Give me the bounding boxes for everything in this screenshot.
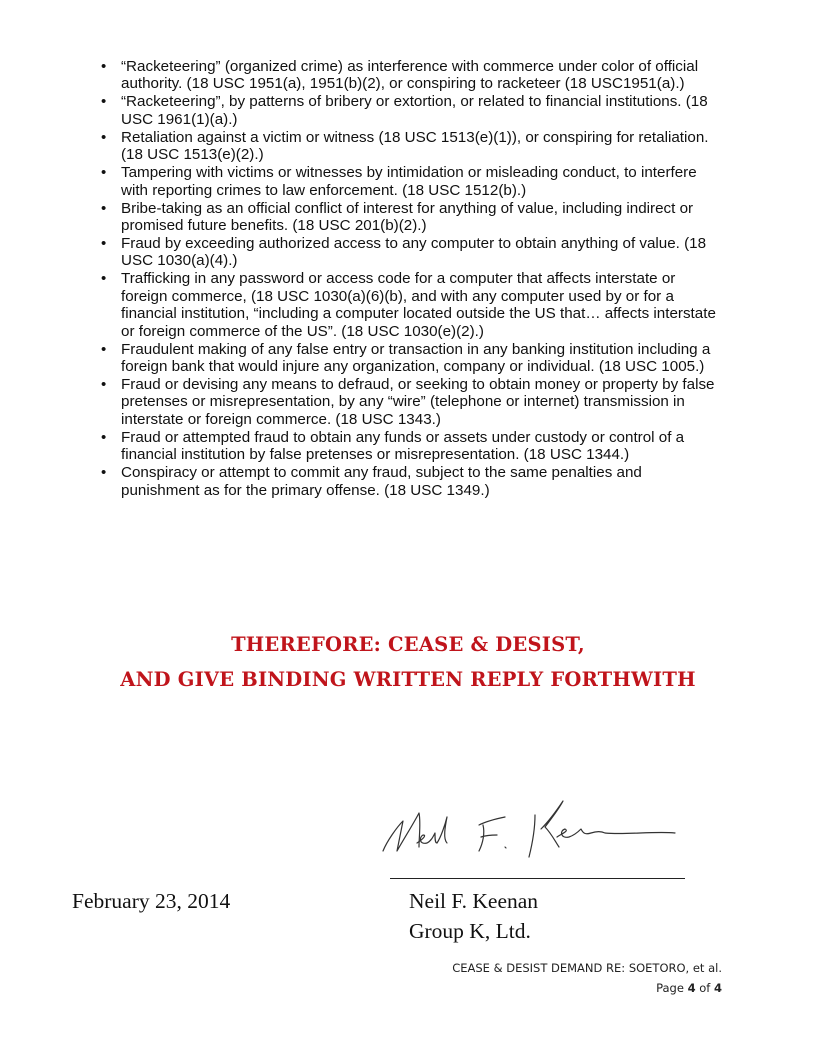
list-item: • Tampering with victims or witnesses by intimidation or misleading conduct, to interfere with reporting crimes to law enforcement. (18 USC 1512(b).) <box>101 164 721 199</box>
list-item: • Bribe-taking as an official conflict of interest for anything of value, including indirect or promised future benefits. (18 USC 201(b)(2).) <box>101 200 721 235</box>
demand-heading-line-1: THEREFORE: CEASE & DESIST, <box>231 633 585 656</box>
footer-title: CEASE & DESIST DEMAND RE: SOETORO, et al. <box>452 961 722 975</box>
list-item: • Fraudulent making of any false entry or transaction in any banking institution including a foreign bank that would injure any organization, company or individual. (18 USC 1005.) <box>101 341 721 376</box>
page-of: of <box>699 981 711 995</box>
signature-line <box>390 878 685 879</box>
page-prefix: Page <box>656 981 684 995</box>
handwritten-signature <box>375 795 725 880</box>
demand-heading-line-2: AND GIVE BINDING WRITTEN REPLY FORTHWITH <box>120 668 696 691</box>
list-item: • Retaliation against a victim or witness (18 USC 1513(e)(1)), or conspiring for retaliation. (18 USC 1513(e)(2).) <box>101 129 721 164</box>
page-current: 4 <box>687 981 696 995</box>
list-item: • “Racketeering” (organized crime) as interference with commerce under color of official authority. (18 USC 1951(a), 1951(b)(2), or conspiring to racketeer (18 USC1951(a).) <box>101 58 721 93</box>
list-item: • “Racketeering”, by patterns of bribery or extortion, or related to financial institutions. (18 USC 1961(1)(a).) <box>101 93 721 128</box>
list-item: • Fraud or attempted fraud to obtain any funds or assets under custody or control of a financial institution by false pretenses or misrepresentation. (18 USC 1344.) <box>101 429 721 464</box>
list-item: • Fraud by exceeding authorized access to any computer to obtain anything of value. (18 USC 1030(a)(4).) <box>101 235 721 270</box>
signer-name: Neil F. Keenan <box>409 889 539 913</box>
list-item: • Trafficking in any password or access code for a computer that affects interstate or foreign commerce, (18 USC 1030(a)(6)(b), and with any computer used by or for a financial institution, “including a computer located outside the US that… affects interstate or foreign commerce of the US”. (18 USC 1030(e)(2).) <box>101 270 721 340</box>
signer-organization: Group K, Ltd. <box>409 919 531 943</box>
page-number <box>322 981 722 995</box>
list-item: • Fraud or devising any means to defraud, or seeking to obtain money or property by false pretenses or misrepresentation, by any “wire” (telephone or internet) transmission in interstate or foreign commerce. (18 USC 1343.) <box>101 376 721 428</box>
offense-list <box>101 58 721 500</box>
signature-date: February 23, 2014 <box>72 889 231 913</box>
signature-drawing <box>375 795 725 880</box>
page-total: 4 <box>713 981 722 995</box>
list-item: • Conspiracy or attempt to commit any fraud, subject to the same penalties and punishment as for the primary offense. (18 USC 1349.) <box>101 464 721 499</box>
